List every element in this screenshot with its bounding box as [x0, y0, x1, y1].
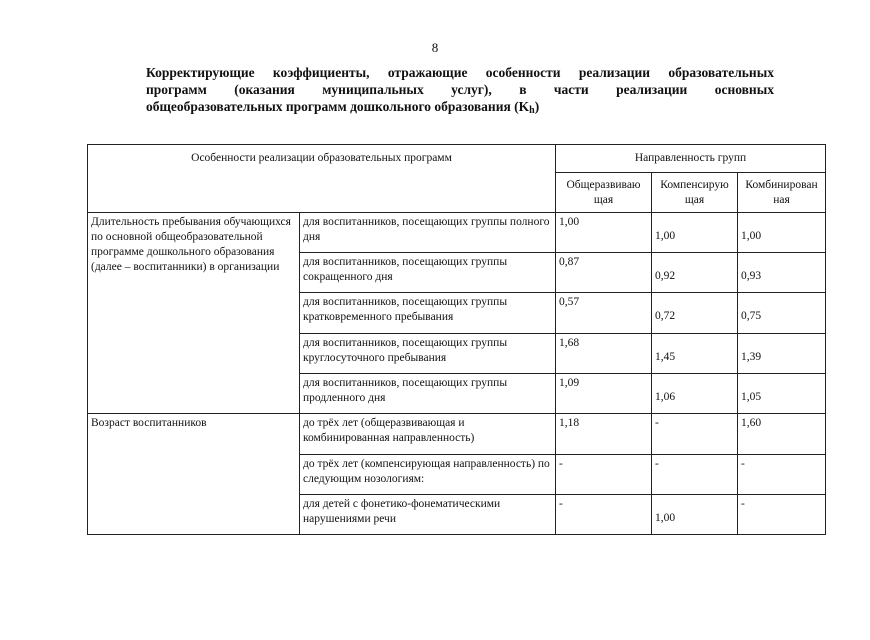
col-general: Общеразвиваю щая — [556, 173, 652, 213]
cell-general: 1,18 — [556, 414, 652, 455]
cell-general: 1,00 — [556, 213, 652, 253]
table-row — [88, 213, 826, 253]
cell-general: - — [556, 495, 652, 535]
cell-compensating: 1,00 — [652, 213, 738, 253]
coefficients-table — [87, 144, 826, 535]
group-duration: Длительность пребывания обучающихся по основной общеобразовательной программе дошкольного образования (далее – воспитанники) в организации — [88, 213, 300, 414]
cell-compensating: 0,92 — [652, 253, 738, 293]
row-label: до трёх лет (компенсирующая направленность) по следующим нозологиям: — [300, 455, 556, 495]
cell-general: 0,87 — [556, 253, 652, 293]
cell-combined: 1,05 — [738, 374, 826, 414]
cell-compensating: - — [652, 414, 738, 455]
row-label: для воспитанников, посещающих группы круглосуточного пребывания — [300, 334, 556, 374]
row-label: для воспитанников, посещающих группы полного дня — [300, 213, 556, 253]
heading-line-3 — [146, 98, 774, 119]
cell-compensating: 1,45 — [652, 334, 738, 374]
cell-compensating: - — [652, 455, 738, 495]
heading-line-2: программ (оказания муниципальных услуг), в части реализации основных — [146, 82, 774, 97]
heading-line-3-text: общеобразовательных программ дошкольного образования (K — [146, 99, 530, 114]
header-features: Особенности реализации образовательных программ — [88, 145, 556, 213]
cell-combined: 1,00 — [738, 213, 826, 253]
cell-combined: 0,75 — [738, 293, 826, 334]
cell-combined: - — [738, 495, 826, 535]
row-label: для воспитанников, посещающих группы сокращенного дня — [300, 253, 556, 293]
row-label: для воспитанников, посещающих группы продленного дня — [300, 374, 556, 414]
cell-compensating: 1,06 — [652, 374, 738, 414]
cell-combined: 0,93 — [738, 253, 826, 293]
page-number: 8 — [431, 40, 439, 55]
cell-general: 1,68 — [556, 334, 652, 374]
row-label: для детей с фонетико-фонематическими нарушениями речи — [300, 495, 556, 535]
cell-general: 1,09 — [556, 374, 652, 414]
cell-general: - — [556, 455, 652, 495]
header-row — [88, 145, 826, 173]
heading-line-1: Корректирующие коэффициенты, отражающие особенности реализации образовательных — [146, 65, 774, 80]
cell-compensating: 0,72 — [652, 293, 738, 334]
cell-general: 0,57 — [556, 293, 652, 334]
table-heading — [146, 64, 774, 119]
cell-combined: 1,39 — [738, 334, 826, 374]
row-label: до трёх лет (общеразвивающая и комбинированная направленность) — [300, 414, 556, 455]
cell-combined: - — [738, 455, 826, 495]
row-label: для воспитанников, посещающих группы кратковременного пребывания — [300, 293, 556, 334]
cell-compensating: 1,00 — [652, 495, 738, 535]
group-age: Возраст воспитанников — [88, 414, 300, 535]
col-combined: Комбинирован ная — [738, 173, 826, 213]
col-compensating: Компенсирую щая — [652, 173, 738, 213]
heading-subscript: h — [529, 105, 535, 116]
header-direction: Направленность групп — [556, 145, 826, 173]
heading-line-3-end: ) — [534, 99, 540, 114]
cell-combined: 1,60 — [738, 414, 826, 455]
table-row — [88, 414, 826, 455]
